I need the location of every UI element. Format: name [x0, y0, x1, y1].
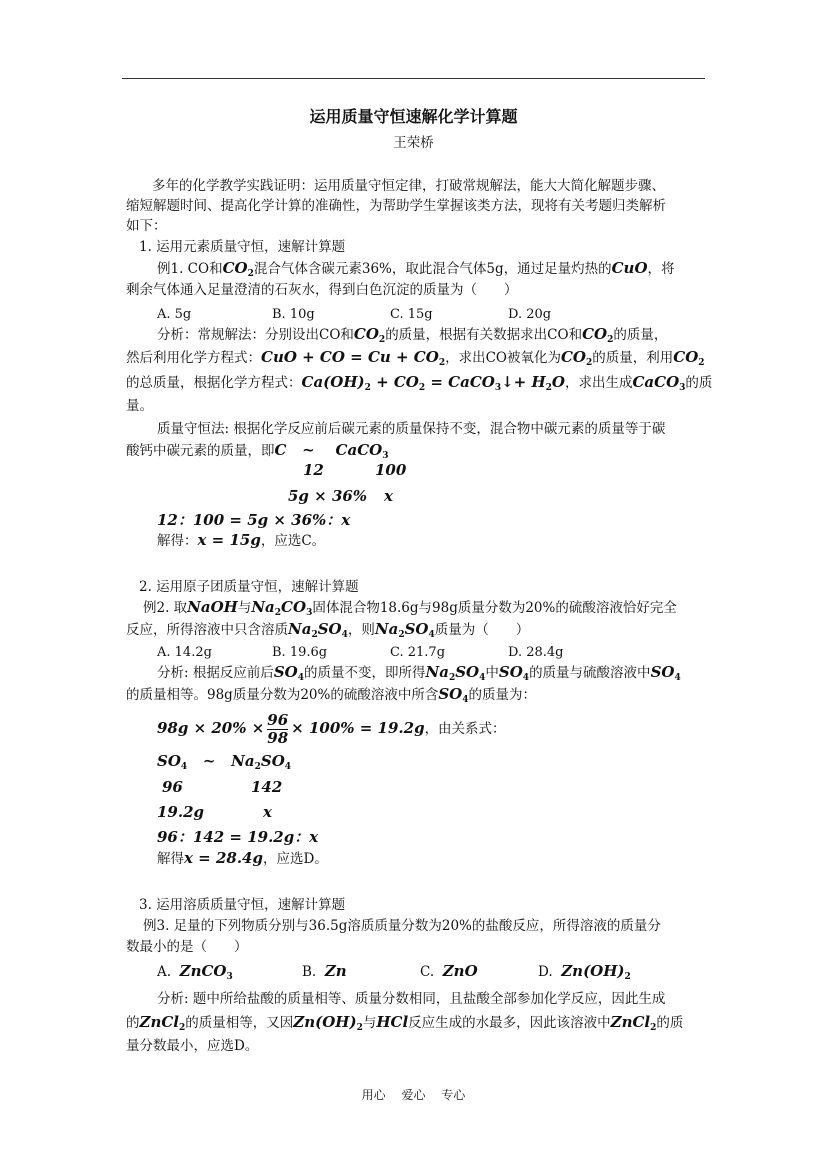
text-span: 的总质量，根据化学方程式： [126, 375, 302, 391]
choice-label: C. [420, 964, 435, 980]
formula-cuo: CuO [611, 259, 648, 277]
text-span: 的质 [656, 1015, 684, 1031]
ratio-2-1-a: 96 [162, 778, 183, 796]
text-span: 反应，所得溶液中只含溶质 [126, 622, 288, 638]
text-span: 质量为（ ） [434, 622, 530, 638]
example-2-line-2 [126, 619, 529, 645]
text-span: 与 [237, 600, 252, 616]
proportion-1: 12：100 = 5g × 36%：x [157, 511, 351, 529]
text-span: 的 [126, 1015, 140, 1031]
formula-co2: $CO_2$ [673, 348, 705, 368]
choice-c [420, 961, 478, 982]
text-span: 中 [485, 665, 499, 681]
formula-co2: $CO_2$ [560, 348, 593, 368]
choice-b: B. 10g [272, 307, 315, 322]
text-span: 固体混合物18.6g与98g质量分数为20%的硫酸溶液恰好完全 [312, 600, 677, 616]
conservation-line-2 [126, 440, 389, 466]
text-span: 解得： [157, 533, 198, 549]
text-span: 的质量， [613, 327, 668, 343]
proportion-2: 96：142 = 19.2g：x [157, 828, 319, 846]
ratio-2-2-b: x [263, 803, 272, 821]
choice-d: D. 20g [508, 307, 552, 322]
intro-line-3: 如下： [126, 218, 167, 234]
choice-a: A. 5g [157, 307, 192, 322]
solution-1 [157, 530, 325, 551]
equation-cuo-co: CuO + CO = $Cu + CO_2$ [261, 348, 446, 368]
choice-b: B. 19.6g [272, 645, 328, 660]
formula-so4: $SO_4$ [498, 663, 530, 683]
formula-znoh2: $Zn(OH)_2$ [561, 962, 631, 982]
fraction-96-98 [267, 712, 288, 747]
text-span: 的质量与硫酸溶液中 [529, 665, 651, 681]
text-span: 的质 [685, 375, 713, 391]
ratio-2-2-a: 19.2g [157, 803, 205, 821]
formula-znco3: ZnCO$_3$ [179, 962, 233, 982]
formula-caco3: CaCO$_3$ [632, 373, 686, 393]
formula-so4: $SO_4$ [157, 752, 188, 772]
choice-b [302, 961, 347, 982]
section-3-heading: 3. 运用溶质质量守恒，速解计算题 [139, 897, 346, 913]
analysis-3-line-3: 量分数最小，应选D。 [126, 1038, 259, 1054]
formula-hcl: HCl [376, 1013, 409, 1031]
formula-na2so4: $Na_2SO_4$ [288, 620, 348, 640]
text-span: 与 [362, 1015, 377, 1031]
choice-label: B. [302, 964, 317, 980]
section-2-heading: 2. 运用原子团质量守恒，速解计算题 [139, 579, 359, 595]
analysis-1-line-4: 量。 [126, 398, 153, 414]
fraction-numerator: 96 [267, 711, 289, 729]
solution-2 [157, 848, 328, 869]
ratio-2-a: 5g × 36% [288, 487, 368, 505]
section-1-heading: 1. 运用元素质量守恒，速解计算题 [139, 239, 346, 255]
intro-line-1: 多年的化学教学实践证明：运用质量守恒定律，打破常规解法，能大大简化解题步骤、 [152, 178, 665, 194]
ratio-1-b: 100 [375, 461, 407, 479]
author-name: 王荣桥 [393, 135, 434, 151]
text-span: 的质量为： [468, 687, 536, 703]
formula-co2: $CO_2$ [353, 325, 386, 345]
calculation-2 [157, 710, 506, 746]
equation-caoh2-co2: $Ca(OH)_2 + CO_2$ = CaCO$_3$↓+ $H_2O$ [301, 373, 565, 393]
text-span: 解得 [157, 851, 184, 867]
solution-value: x = 28.4g [184, 849, 263, 867]
formula-so4: $SO_4$ [650, 663, 681, 683]
text-span: 的质量，根据有关数据求出CO和 [385, 327, 583, 343]
text-span: 例1. CO和 [157, 261, 223, 277]
formula-na2co3: $Na_2CO_3$ [251, 598, 313, 618]
text-span: ，求出CO被氧化为 [445, 350, 561, 366]
choice-c: C. 21.7g [390, 645, 446, 660]
analysis-2-line-2 [126, 684, 536, 710]
formula-co2: $CO_2$ [222, 259, 254, 279]
conservation-line-1: 质量守恒法: 根据化学反应前后碳元素的质量保持不变，混合物中碳元素的质量等于碳 [157, 421, 666, 437]
formula-so4: $SO_4$ [438, 685, 469, 705]
formula-zn: Zn [324, 962, 347, 980]
tilde: ~ [202, 752, 216, 770]
formula-naoh: NaOH [187, 598, 238, 616]
text-span: 分析: 根据反应前后 [157, 665, 274, 681]
text-span: 然后利用化学方程式： [126, 350, 261, 366]
text-span: 酸钙中碳元素的质量，即 [126, 443, 275, 459]
intro-line-2: 缩短解题时间、提高化学计算的准确性，为帮助学生掌握该类方法，现将有关考题归类解析 [126, 198, 666, 214]
text-span: ，由关系式： [424, 721, 506, 737]
text-span: 反应生成的水最多，因此该溶液中 [408, 1015, 611, 1031]
ratio-2-b: x [384, 487, 393, 505]
text-span: ，则 [347, 622, 375, 638]
text-span: ，应选C。 [260, 533, 326, 549]
text-span: ，求出生成 [564, 375, 633, 391]
fraction-denominator: 98 [267, 729, 289, 747]
ratio-1-a: 12 [303, 461, 324, 479]
header-rule [122, 78, 705, 79]
calc-part-a: 98g × 20% × [157, 719, 265, 737]
choice-label: D. [538, 964, 553, 980]
formula-znoh2: $Zn(OH)_2$ [293, 1013, 363, 1033]
text-span: 的质量不变，即所得 [304, 665, 426, 681]
choice-c: C. 15g [390, 307, 433, 322]
analysis-1-line-2 [126, 347, 705, 373]
text-span: ，将 [647, 261, 675, 277]
relation-so4-na2so4 [157, 751, 291, 777]
analysis-1-line-3 [126, 372, 712, 398]
solution-value: x = 15g [197, 531, 261, 549]
document-title: 运用质量守恒速解化学计算题 [309, 107, 518, 126]
formula-na2so4: $Na_2SO_4$ [374, 620, 435, 640]
choice-a: A. 14.2g [157, 645, 212, 660]
choice-label: A. [157, 964, 172, 980]
formula-so4: $SO_4$ [273, 663, 305, 683]
page-footer: 用心 爱心 专心 [361, 1088, 466, 1102]
formula-na2so4: $Na_2SO_4$ [231, 752, 292, 772]
analysis-3-line-1: 分析: 题中所给盐酸的质量相等、质量分数相同，且盐酸全部参加化学反应，因此生成 [157, 991, 666, 1007]
example-3-line-2: 数最小的是（ ） [126, 939, 248, 955]
text-span: 的质量相等。98g质量分数为20%的硫酸溶液中所含 [126, 687, 439, 703]
example-1-line-2: 剩余气体通入足量澄清的石灰水，得到白色沉淀的质量为（ ） [126, 282, 518, 298]
ratio-2-1-b: 142 [251, 778, 283, 796]
formula-co2: $CO_2$ [582, 325, 614, 345]
choice-a [157, 961, 233, 987]
formula-zno: ZnO [442, 962, 478, 980]
choice-d [538, 961, 631, 987]
analysis-3-line-2 [126, 1012, 683, 1038]
calc-part-b: × 100% = 19.2g [291, 719, 425, 737]
text-span: 的质量相等，又因 [185, 1015, 294, 1031]
example-3-line-1: 例3. 足量的下列物质分别与36.5g溶质质量分数为20%的盐酸反应，所得溶液的质量分 [143, 918, 661, 934]
text-span: 混合气体含碳元素36%，取此混合气体5g，通过足量灼热的 [253, 261, 612, 277]
text-span: 的质量，利用 [592, 350, 674, 366]
text-span: 例2. 取 [143, 600, 188, 616]
text-span: ，应选D。 [262, 851, 328, 867]
formula-na2so4: $Na_2SO_4$ [425, 663, 486, 683]
text-span: 分析：常规解法：分别设出CO和 [157, 327, 354, 343]
choice-d: D. 28.4g [508, 645, 564, 660]
relation-c-caco3: C ~ CaCO$_3$ [274, 441, 389, 461]
formula-zncl2: ZnCl$_2$ [139, 1013, 186, 1033]
formula-zncl2: ZnCl$_2$ [610, 1013, 657, 1033]
